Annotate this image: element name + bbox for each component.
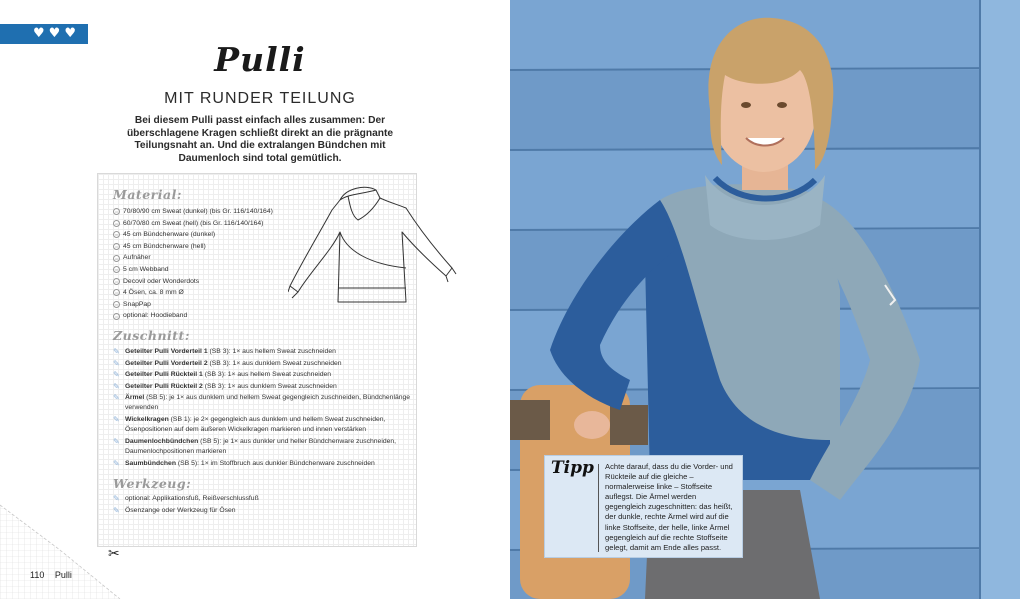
page-title: Pulli xyxy=(214,40,306,79)
werkzeug-heading: Werkzeug: xyxy=(113,476,192,491)
circle-bullet-icon: o xyxy=(113,278,120,285)
circle-bullet-icon: o xyxy=(113,313,120,320)
list-item: ✎ Wickelkragen (SB 1): je 2× gegengleich aus dunklem und hellem Sweat zuschneiden, Ösenpositionen auf dem äußeren Wickelkragen markieren und innen verstärken xyxy=(113,415,413,436)
list-item: ✎ Daumenlochbündchen (SB 5): je 1× aus dunkler und heller Bündchenware zuschneiden, Daumenlochpositionen markieren xyxy=(113,437,413,458)
list-item: ✎ Geteilter Pulli Rückteil 2 (SB 3): 1× aus dunklem Sweat zuschneiden xyxy=(113,381,337,391)
list-item: o 4 Ösen, ca. 8 mm Ø xyxy=(113,287,273,299)
list-item: ✎ Ösenzange oder Werkzeug für Ösen xyxy=(113,505,236,515)
intro-text: Bei diesem Pulli passt einfach alles zusammen: Der überschlagene Kragen schließt direkt an die prägnante Teilungsnaht an. Und die extralangen Bündchen mit Daumenloch sind total gemütlich. xyxy=(126,115,394,164)
circle-bullet-icon: o xyxy=(113,220,120,227)
list-item: o Decovil oder Wonderdots xyxy=(113,276,273,288)
page-number: 110 xyxy=(30,570,45,580)
circle-bullet-icon: o xyxy=(113,255,120,262)
zuschnitt-list xyxy=(113,347,413,470)
list-item: o 45 cm Bündchenware (hell) xyxy=(113,241,273,253)
footer-section: Pulli xyxy=(54,570,72,580)
right-page xyxy=(510,0,1020,599)
list-item: ✎ optional: Applikationsfuß, Reißverschlussfuß xyxy=(113,494,259,503)
needle-icon: ✎ xyxy=(113,393,120,402)
needle-icon: ✎ xyxy=(113,414,120,424)
tipp-divider xyxy=(598,464,599,552)
tipp-label: Tipp xyxy=(551,458,594,478)
list-item: o 70/80/90 cm Sweat (dunkel) (bis Gr. 116/140/164) xyxy=(113,206,273,218)
sweater-sketch-icon xyxy=(288,180,458,305)
circle-bullet-icon: o xyxy=(113,231,120,238)
list-item: o Aufnäher xyxy=(113,252,273,264)
decorative-grid xyxy=(0,490,200,599)
list-item: ✎ Ärmel (SB 5): je 1× aus dunklem und hellem Sweat gegengleich zuschneiden, Bündchenlänge verwenden xyxy=(113,393,413,414)
circle-bullet-icon: o xyxy=(113,243,120,250)
list-item: ✎ Geteilter Pulli Vorderteil 2 (SB 3): 1× aus dunklem Sweat zuschneiden xyxy=(113,358,342,368)
heart-icon: ♥ xyxy=(48,26,61,41)
list-item: o 60/70/80 cm Sweat (hell) (bis Gr. 116/140/164) xyxy=(113,218,273,230)
list-item: ✎ Geteilter Pulli Vorderteil 1 (SB 3): 1× aus hellem Sweat zuschneiden xyxy=(113,347,336,356)
circle-bullet-icon: o xyxy=(113,208,120,215)
tipp-text: Achte darauf, dass du die Vorder- und Rückteile auf die gleiche – normalerweise linke – Stoffseite auflegst. Die Ärmel werden gegengleich zugeschnitten: das heißt, der dunkle, rechte Ärmel wird auf die linke Stoffseite, der helle, linke Ärmel gegengleich auf die rechte Stoffseite gelegt, damit am Ende alles passt. xyxy=(605,462,733,552)
material-heading: Material: xyxy=(113,187,182,202)
page-subtitle: MIT RUNDER TEILUNG xyxy=(164,90,356,107)
heart-icon: ♥ xyxy=(64,26,76,41)
needle-icon: ✎ xyxy=(113,347,120,356)
zuschnitt-heading: Zuschnitt: xyxy=(113,328,190,343)
page-footer xyxy=(30,570,72,580)
heart-icon: ♥ xyxy=(33,26,45,41)
needle-icon: ✎ xyxy=(113,494,120,503)
list-item: o SnapPap xyxy=(113,299,273,311)
needle-icon: ✎ xyxy=(113,458,120,468)
circle-bullet-icon: o xyxy=(113,266,120,273)
needle-icon: ✎ xyxy=(113,370,120,379)
material-list xyxy=(113,206,273,322)
list-item: o 5 cm Webband xyxy=(113,264,273,276)
needle-icon: ✎ xyxy=(113,436,120,446)
list-item: o 45 cm Bündchenware (dunkel) xyxy=(113,229,273,241)
needle-icon: ✎ xyxy=(113,381,120,391)
list-item: ✎ Saumbündchen (SB 5): 1× im Stoffbruch aus dunkler Bündchenware zuschneiden xyxy=(113,458,375,468)
needle-icon: ✎ xyxy=(113,505,120,515)
tipp-box xyxy=(544,455,743,558)
list-item: ✎ Geteilter Pulli Rückteil 1 (SB 3): 1× aus hellem Sweat zuschneiden xyxy=(113,370,332,379)
circle-bullet-icon: o xyxy=(113,289,120,296)
list-item: o optional: Hoodieband xyxy=(113,310,273,322)
needle-icon: ✎ xyxy=(113,358,120,368)
scissors-icon: ✂ xyxy=(108,546,120,562)
circle-bullet-icon: o xyxy=(113,301,120,308)
